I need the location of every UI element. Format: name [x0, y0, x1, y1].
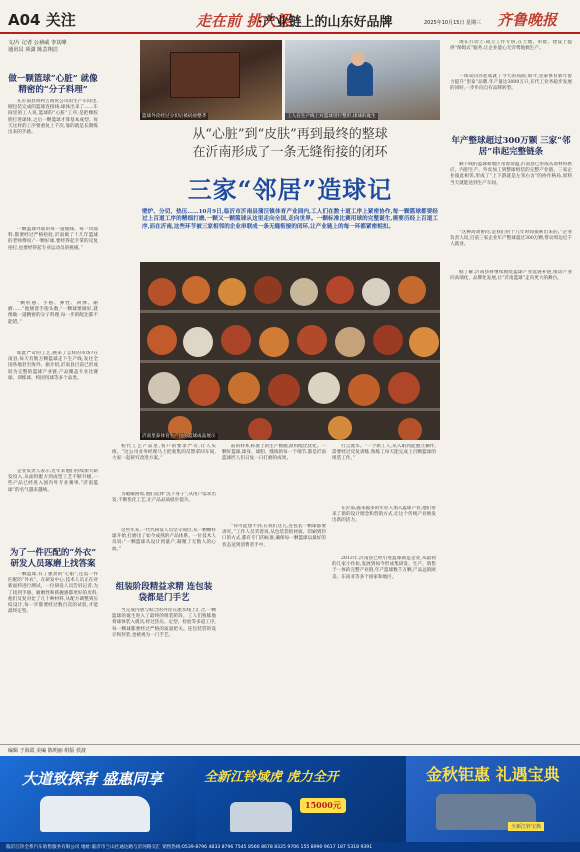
- photo-leather-panels: [140, 40, 282, 120]
- column-2-body: [112, 444, 216, 740]
- paragraph: 一颗篮球外面的每一道缝线、每一块面料,都要经过严格检验,沂南做了十几年篮球的老师傅说:“一颗好球,要经得起手掌的反复拍打,也要经得起专业运动员的挑剔。”: [8, 227, 98, 251]
- advertisement-banner[interactable]: [0, 756, 580, 852]
- section-label: A04 关注: [8, 11, 76, 29]
- photo-caption: 篮球外皮经过分切后被码放整齐: [142, 114, 207, 119]
- paragraph: 如此严苛的工艺,换来了怎样的市场?在南县,每天有数万颗篮球走下生产线,发往全国各地甚至海外。据介绍,沂南县目前已形成较为完整的篮球产业链,产品覆盖专业比赛球、训练球、校园用球等多个品类。: [8, 351, 98, 381]
- paragraph: “你可能想不到,在我们这儿,连包装一颗球都要讲究。”工作人员笑着说,从包装袋的材质、印刷到封口的方式,都有专门的标准,确保每一颗篮球以最好的状态送到消费者手中。: [222, 524, 326, 548]
- subheading-assembly: 组装阶段精益求精 连包装袋都是门手艺: [115, 582, 213, 603]
- column-5-body: [450, 40, 572, 740]
- kicker-line-1: 从“心脏”到“皮肤”再到最终的整球: [192, 127, 388, 142]
- paragraph: 在沂南县鸿利吉商贸公司的生产车间里,刚包装完成的篮球连接线:球体出来了……车间里的工人说,篮球的“心脏”工序,是把橡胶胆打进球体,之后一颗篮球才算基本成型。每天这样的工序要重复上千次,靠的就是长期练出来的手感。: [8, 99, 98, 136]
- slogan-script: 走在前 挑大梁: [196, 12, 292, 30]
- byline-reporters: 文/片 记者 公祯威 李其峰: [8, 40, 67, 46]
- subheading-coat: 为了一件匹配的“外衣” 研发人员琢磨上找答案: [9, 548, 97, 569]
- paragraph: 前的样本,标准上的生产数据,原料配比优化。一颗好篮球,球身、球胆、缝线的每一个细节,都是沂南篮球匠人们日复一日打磨的成果。: [222, 444, 326, 462]
- subheading-heart: 做一颗篮球“心脏” 就像精密的“分子料理”: [8, 74, 98, 95]
- editor-credits: 编辑 于海霞 美编 陈明丽 组版 侯波: [0, 744, 580, 754]
- paragraph: 初代工艺产品里,客户的要求严苛,让人头疼。“这公司业务经理马上把收集的反馈拿回车间,大家一起研究改进方案。”: [112, 444, 216, 462]
- column-3-body: [222, 444, 326, 740]
- paragraph: 据了解,沂南县将继续围绕篮球产业延链补链,推动产业向高端化、品牌化发展,让“沂南篮球”走向更大的舞台。: [450, 270, 572, 282]
- column-4-body: [332, 444, 436, 740]
- paragraph: 一场双向奔赴成就了今天的局面,如今,里泰体育新年着力提升“里泰”品牌,年产量达3000万只,在代工业务稳步发展的同时,一步步向自有品牌转型。: [450, 74, 572, 92]
- paragraph: 行云流水。“一个新工人,从入职到能独立操作,需要经过反复训练,熟练工每天能完成上百颗篮球的组装工作。”: [332, 444, 436, 462]
- byline: [8, 40, 94, 54]
- subheading-production: 年产整球超过300万颗 三家“邻居”串起完整链条: [451, 136, 571, 157]
- ad-right-brand: 全新江铃宝典: [508, 822, 544, 831]
- ad-right-title: 金秋钜惠 礼遇宝典: [426, 765, 560, 784]
- column-1-body: [8, 99, 98, 544]
- photo-basketball-shelves: [140, 262, 440, 440]
- pickup-truck-icon: [230, 802, 292, 832]
- paragraph: “颗粒感、手感、弹性、回弹、耐磨……”他掰着手指头数,“一颗球要做好,就像做一道精密的分子料理,每一步的配比都不能错。”: [8, 301, 98, 325]
- paragraph: 企业负责人表示,近年来他们持续加大研发投入,从面料配方到成型工艺不断升级,一些产品已经进入国内外专业赛事,“沂南篮球”的名气越来越响。: [8, 469, 98, 493]
- paragraph: 当完成内胆与贴合的外皮在流水线上汇合,一颗篮球的诞生进入了最终的组装阶段。工人们熟练地将球体装入模具,经过热压、定型、检验等多道工序,每一颗球都要经过严格的质量把关。连包装袋的设计和封装,也被视为一门手艺。: [112, 608, 216, 638]
- photo-caption: 沂南里泰体育生产出的篮球成品展示: [142, 434, 216, 439]
- issue-date: 2025年10月15日 星期三: [424, 20, 482, 26]
- basketball-display-illustration: [140, 262, 440, 440]
- car-icon: [40, 796, 150, 832]
- paragraph: 为破解困境,他们选择“沉下身子”,从用户需求出发,不断优化工艺,让产品品质稳步提升。: [112, 492, 216, 504]
- ad-price-badge: 15000元: [300, 798, 346, 813]
- paragraph: 2013年,沂南县已经引进篮球制造企业,从最初的几家小作坊,发展到如今形成集研发、生产、销售于一体的完整产业链,年产篮球数千万颗,产品远销欧美、东南亚等多个国家和地区。: [332, 556, 436, 580]
- page-header: [0, 0, 580, 34]
- ad-middle-title: 全新江铃域虎 虎力全开: [204, 770, 339, 785]
- photo-caption: 工人在生产线上对篮球进行整形,排球的诞生: [287, 114, 376, 119]
- paragraph: 顺下线的篮球和地区带着余温,沂南县已形成从原材料供应、内胆生产、外皮加工到整球组装的完整产业链。三家企业彼此相邻,形成了“上下游就是左邻右舍”的协作格局,原料当天就能送到生产车间。: [450, 162, 572, 186]
- paragraph: 在沂南,越来越多的年轻人加入篮球产业,他们带来了新的设计理念和营销方式,让这个传统产业焕发出新的活力。: [332, 506, 436, 524]
- paragraph: 这些年来,一代代研发人员坚守岗位,从一颗颗样球开始,打磨出了如今成熟的产品体系。一位技术人员说:“一颗篮球从设计到量产,凝聚了无数人的心血。”: [112, 528, 216, 552]
- slogan-title: ·产业链上的山东好品牌: [258, 15, 393, 30]
- ad-left-title: 大道致探者 盛惠同享: [22, 770, 163, 788]
- dealer-contact-strip: 临沂江铃全系汽车销售服务有限公司 地址:临沂市兰山区通达路与沂河路交汇 销售热线:0539-8796 4833 8796 7545 8566 8678 8325 9706 155 8990 9617 187 5318 9391: [0, 842, 580, 852]
- photo-workers: [285, 40, 440, 120]
- kicker-line-2: 在沂南形成了一条无缝衔接的闭环: [192, 145, 388, 160]
- feature-lead: 壁炉、分切、热压……10月9日,临沂市沂南县蒲汪镇体育产业园内,工人们在数十道工序上紧密协作,每一颗篮球都要经过上百道工序的精细打磨,一颗又一颗篮球从这里走向全国,走向世界。一颗标准比赛用球的完整诞生,需要历经上百道工序,而在沂南,这些环节被三家相邻的企业串联成一条无缝衔接的闭环,让产业链上的每一环都紧密相扣。: [142, 209, 438, 230]
- paragraph: 现在行动上:成立工作专班,在土地、审批、建设上提供“保姆式”服务,让企业能心无旁骛地搞生产。: [450, 40, 572, 52]
- paragraph: 一颗篮球,有了强劲的“心脏”,还需一件匹配的“外衣”。在研发中心,技术人员正在对新面料进行测试。一位研发人员告诉记者,为了找到手感、耐磨性和抓握感都更好的皮料,他们反复对比了几十种材料,从配方调整到压纹设计,每一步都要经过数百次的试验,才能最终定型。: [8, 572, 98, 615]
- feature-title: 三家“邻居”造球记: [187, 175, 393, 204]
- byline-correspondents: 通讯员 项潇 陈芸翔洁: [8, 47, 58, 53]
- paragraph: “这种高效协同,是我们用十几年时间摸索出来的。”企业负责人说,目前三家企业年产整球超过300万颗,带动周边近千人就业。: [450, 230, 572, 248]
- feature-kicker: [140, 126, 440, 162]
- newspaper-logo: 齐鲁晚报: [497, 11, 558, 29]
